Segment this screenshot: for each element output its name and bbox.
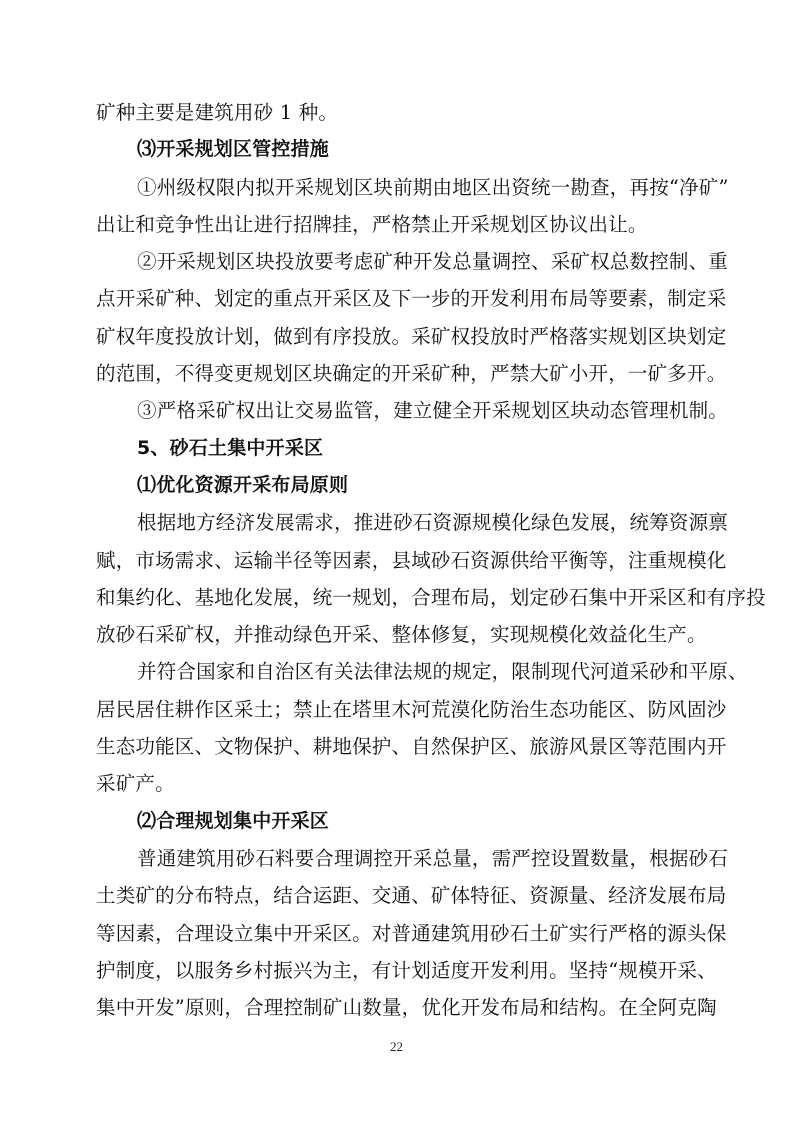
body-line: 并符合国家和自治区有关法律法规的规定，限制现代河道采砂和平原、 — [137, 660, 748, 684]
body-line: 放砂石采矿权，并推动绿色开采、整体修复，实现规模化效益化生产。 — [96, 623, 707, 647]
body-line: 生态功能区、文物保护、耕地保护、自然保护区、旅游风景区等范围内开 — [96, 735, 727, 759]
section-heading: ⑶开采规划区管控措施 — [137, 138, 330, 161]
body-line: 等因素，合理设立集中开采区。对普通建筑用砂石土矿实行严格的源头保 — [96, 921, 727, 945]
body-line: 土类矿的分布特点，结合运距、交通、矿体特征、资源量、经济发展布局 — [96, 884, 727, 908]
section-heading: ⑴优化资源开采布局原则 — [137, 473, 349, 496]
document-page — [96, 94, 766, 1026]
body-line: 采矿产。 — [96, 772, 175, 796]
section-heading: ⑵合理规划集中开采区 — [137, 809, 330, 832]
page-number: 22 — [390, 1039, 403, 1054]
body-line: 普通建筑用砂石料要合理调控开采总量，需严控设置数量，根据砂石 — [137, 846, 729, 870]
body-line: 矿种主要是建筑用砂 1 种。 — [96, 101, 339, 124]
body-line: 赋，市场需求、运输半径等因素，县域砂石资源供给平衡等，注重规模化 — [96, 548, 727, 572]
body-line: 的范围，不得变更规划区块确定的开采矿种，严禁大矿小开，一矿多开。 — [96, 362, 727, 386]
body-line: 矿权年度投放计划，做到有序投放。采矿权投放时严格落实规划区块划定 — [96, 324, 727, 348]
body-line: ②开采规划区块投放要考虑矿种开发总量调控、采矿权总数控制、重 — [137, 250, 729, 274]
body-line: ①州级权限内拟开采规划区块前期由地区出资统一勘查，再按“净矿” — [137, 175, 729, 199]
body-line: 和集约化、基地化发展，统一规划，合理布局，划定砂石集中开采区和有序投 — [96, 585, 766, 609]
body-line: 出让和竞争性出让进行招牌挂，严格禁止开采规划区协议出让。 — [96, 212, 648, 236]
body-line: 护制度，以服务乡村振兴为主，有计划适度开发利用。坚持“规模开采、 — [96, 958, 717, 982]
body-line: 点开采矿种、划定的重点开采区及下一步的开发利用布局等要素，制定采 — [96, 287, 727, 311]
section-heading: 5、砂石土集中开采区 — [137, 436, 324, 459]
body-line: 根据地方经济发展需求，推进砂石资源规模化绿色发展，统筹资源禀 — [137, 511, 729, 535]
body-line: 集中开发”原则，合理控制矿山数量，优化开发布局和结构。在全阿克陶 — [96, 996, 717, 1020]
body-line: 居民居住耕作区采土；禁止在塔里木河荒漠化防治生态功能区、防风固沙 — [96, 697, 727, 721]
body-line: ③严格采矿权出让交易监管，建立健全开采规划区块动态管理机制。 — [137, 399, 729, 423]
